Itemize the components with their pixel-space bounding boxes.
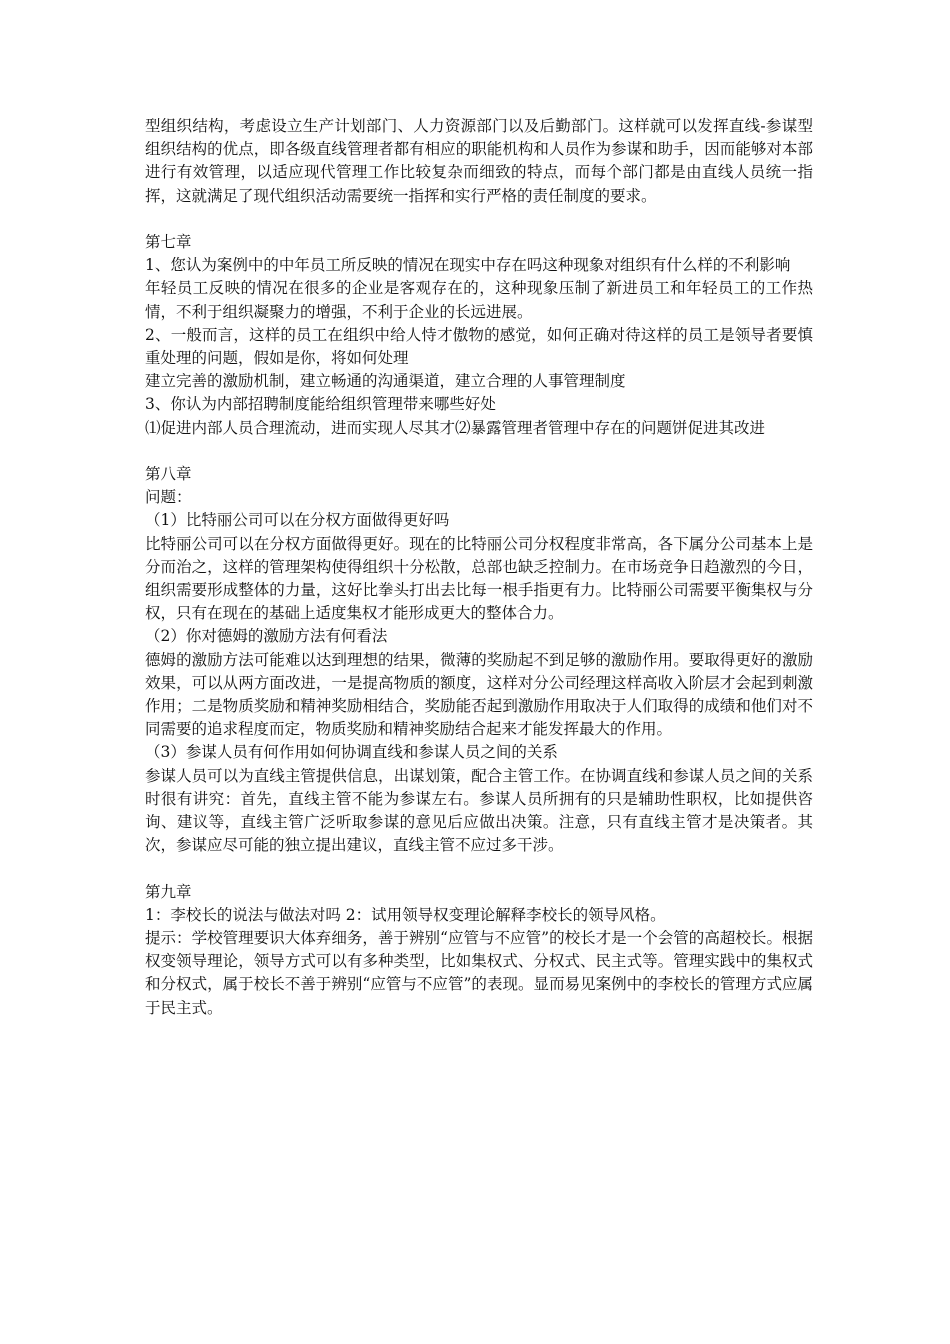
chapter-8-answer-2: 德姆的激励方法可能难以达到理想的结果，微薄的奖励起不到足够的激励作用。要取得更好的激励效果，可以从两方面改进，一是提高物质的额度，这样对分公司经理这样高收入阶层才会起到刺激作用；二是物质奖励和精神奖励相结合，奖励能否起到激励作用取决于人们取得的成绩和他们对不同需要的追求程度而定，物质奖励和精神奖励结合起来才能发挥最大的作用。: [145, 650, 813, 739]
chapter-7-answer-1: 年轻员工反映的情况在很多的企业是客观存在的，这种现象压制了新进员工和年轻员工的工作热情，不利于组织凝聚力的增强，不利于企业的长远进展。: [145, 279, 813, 321]
chapter-8-label: 问题：: [145, 488, 192, 507]
intro-paragraph: 型组织结构，考虑设立生产计划部门、人力资源部门以及后勤部门。这样就可以发挥直线-参谋型组织结构的优点，即各级直线管理者都有相应的职能机构和人员作为参谋和助手，因而能够对本部进行有效管理，以适应现代管理工作比较复杂而细致的特点，而每个部门都是由直线人员统一指挥，这就满足了现代组织活动需要统一指挥和实行严格的责任制度的要求。: [145, 117, 813, 205]
chapter-8-answer-1: 比特丽公司可以在分权方面做得更好。现在的比特丽公司分权程度非常高，各下属分公司基本上是分而治之，这样的管理架构使得组织十分松散，总部也缺乏控制力。在市场竞争日趋激烈的今日，组织需要形成整体的力量，这好比拳头打出去比每一根手指更有力。比特丽公司需要平衡集权与分权，只有在现在的基础上适度集权才能形成更大的整体合力。: [145, 534, 813, 623]
chapter-7-answer-2: 建立完善的激励机制，建立畅通的沟通渠道，建立合理的人事管理制度: [145, 372, 626, 391]
spacer: [145, 857, 813, 880]
spacer: [145, 440, 813, 463]
chapter-9-answer-1: 提示：学校管理要识大体弃细务，善于辨别“应管与不应管”的校长才是一个会管的高超校长。根据权变领导理论，领导方式可以有多种类型，比如集权式、分权式、民主式等。管理实践中的集权式和分权式，属于校长不善于辨别“应管与不应管”的表现。显而易见案例中的李校长的管理方式应属于民主式。: [145, 929, 813, 1017]
chapter-7-title: 第七章: [145, 233, 192, 251]
chapter-9-question-1: 1：李校长的说法与做法对吗 2：试用领导权变理论解释李校长的领导风格。: [145, 905, 666, 924]
chapter-7-question-2: 2、一般而言，这样的员工在组织中给人恃才傲物的感觉，如何正确对待这样的员工是领导者要慎重处理的问题，假如是你，将如何处理: [145, 325, 813, 368]
document-page: [145, 115, 813, 1020]
chapter-8-question-2: （2）你对德姆的激励方法有何看法: [145, 627, 388, 646]
chapter-8-answer-3: 参谋人员可以为直线主管提供信息，出谋划策，配合主管工作。在协调直线和参谋人员之间的关系时很有讲究：首先，直线主管不能为参谋左右。参谋人员所拥有的只是辅助性职权，比如提供咨询、建议等，直线主管广泛听取参谋的意见后应做出决策。注意，只有直线主管才是决策者。其次，参谋应尽可能的独立提出建议，直线主管不应过多干涉。: [145, 766, 813, 855]
chapter-8-question-3: （3）参谋人员有何作用如何协调直线和参谋人员之间的关系: [145, 743, 558, 762]
chapter-8-title: 第八章: [145, 465, 192, 484]
chapter-8-question-1: （1）比特丽公司可以在分权方面做得更好吗: [145, 511, 450, 530]
chapter-7-answer-3: ⑴促进内部人员合理流动，进而实现人尽其才⑵暴露管理者管理中存在的问题饼促进其改进: [145, 418, 766, 437]
chapter-9-title: 第九章: [145, 882, 192, 901]
spacer: [145, 208, 813, 231]
chapter-7-question-1: 1、您认为案例中的中年员工所反映的情况在现实中存在吗这种现象对组织有什么样的不利影响: [145, 256, 791, 275]
chapter-7-question-3: 3、你认为内部招聘制度能给组织管理带来哪些好处: [145, 395, 496, 414]
